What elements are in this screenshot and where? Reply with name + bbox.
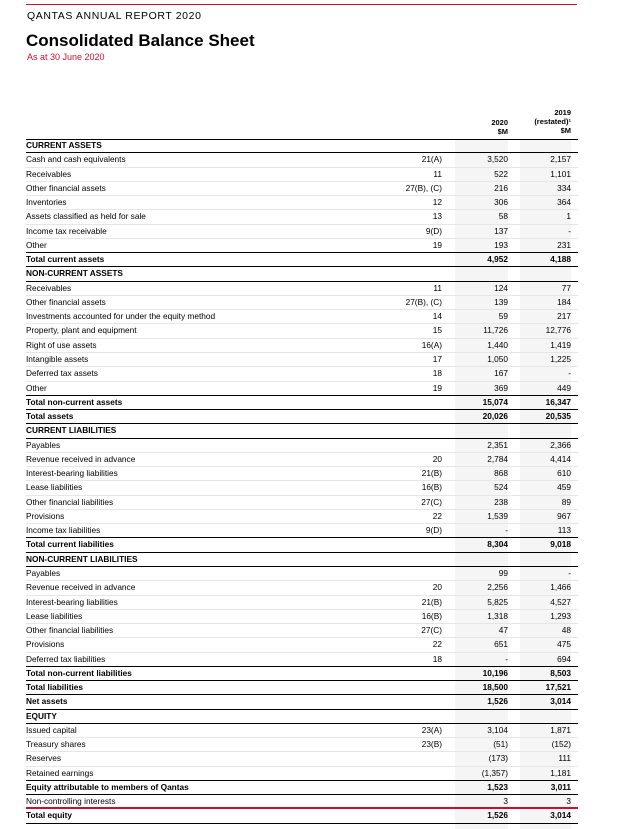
row-note: 19 xyxy=(432,239,442,250)
row-value-2019: 4,527 xyxy=(550,596,571,607)
row-note: 11 xyxy=(433,282,442,293)
row-label: Other financial liabilities xyxy=(26,625,114,636)
table-row xyxy=(26,467,578,481)
row-value-2020: 124 xyxy=(494,282,508,293)
row-note: 11 xyxy=(433,168,442,179)
table-row xyxy=(26,353,578,367)
table-row xyxy=(26,239,578,253)
row-value-2020: 10,196 xyxy=(482,667,508,678)
row-value-2019: 3 xyxy=(566,796,571,807)
row-label: Intangible assets xyxy=(26,353,89,364)
section-heading-row xyxy=(26,139,578,153)
row-value-2020: 99 xyxy=(498,567,508,578)
column-header-2020 xyxy=(455,118,508,136)
row-note: 27(C) xyxy=(421,496,442,507)
row-value-2020: 1,539 xyxy=(487,510,508,521)
total-row xyxy=(26,695,578,709)
row-value-2019: 3,014 xyxy=(550,696,571,707)
row-value-2019: - xyxy=(568,368,571,379)
row-label: Other financial assets xyxy=(26,296,106,307)
row-label: Property, plant and equipment xyxy=(26,325,137,336)
total-row xyxy=(26,538,578,552)
page-title: Consolidated Balance Sheet xyxy=(26,31,255,50)
row-value-2019: 694 xyxy=(557,653,571,664)
row-value-2020: 524 xyxy=(494,482,508,493)
column-header-2020-year: 2020 xyxy=(491,118,508,127)
row-value-2019: 8,503 xyxy=(550,667,571,678)
row-value-2019: 1,181 xyxy=(550,767,571,778)
row-value-2019: 1,293 xyxy=(550,610,571,621)
row-value-2020: 238 xyxy=(494,496,508,507)
row-note: 12 xyxy=(432,197,442,208)
row-note: 21(B) xyxy=(421,468,442,479)
row-value-2020: - xyxy=(505,525,508,536)
row-label: Issued capital xyxy=(26,724,77,735)
row-note: 22 xyxy=(432,510,442,521)
report-header: QANTAS ANNUAL REPORT 2020 xyxy=(27,10,202,22)
row-value-2019: 1,466 xyxy=(550,582,571,593)
table-row xyxy=(26,638,578,652)
row-value-2019: 89 xyxy=(561,496,571,507)
row-value-2019: 2,157 xyxy=(550,154,571,165)
row-value-2020: 1,526 xyxy=(487,810,508,821)
row-note: 14 xyxy=(432,311,442,322)
row-value-2020: 1,523 xyxy=(487,781,508,792)
row-label: Revenue received in advance xyxy=(26,582,136,593)
row-label: Reserves xyxy=(26,753,62,764)
row-value-2019: 1,101 xyxy=(550,168,571,179)
row-label: NON-CURRENT LIABILITIES xyxy=(26,553,138,564)
row-note: 21(A) xyxy=(421,154,442,165)
row-value-2020: 2,256 xyxy=(487,582,508,593)
row-label: Lease liabilities xyxy=(26,610,83,621)
row-label: Total non-current liabilities xyxy=(26,667,132,678)
row-value-2019: 1,225 xyxy=(550,353,571,364)
row-label: Assets classified as held for sale xyxy=(26,211,146,222)
row-value-2020: 3,104 xyxy=(487,724,508,735)
total-row xyxy=(26,410,578,424)
row-value-2020: 2,784 xyxy=(487,453,508,464)
row-value-2020: 522 xyxy=(494,168,508,179)
row-value-2020: (173) xyxy=(488,753,508,764)
row-value-2020: 1,440 xyxy=(487,339,508,350)
row-value-2020: 4,952 xyxy=(487,254,508,265)
row-label: Total liabilities xyxy=(26,682,84,693)
row-value-2020: 3 xyxy=(503,796,508,807)
row-value-2020: 1,526 xyxy=(487,696,508,707)
row-note: 16(A) xyxy=(421,339,442,350)
table-row xyxy=(26,596,578,610)
row-value-2019: 4,414 xyxy=(550,453,571,464)
row-value-2019: 77 xyxy=(561,282,571,293)
row-value-2020: 18,500 xyxy=(482,682,508,693)
table-row xyxy=(26,382,578,396)
row-label: Investments accounted for under the equity method xyxy=(26,311,216,322)
table-row xyxy=(26,524,578,538)
row-note: 16(B) xyxy=(421,482,442,493)
row-label: Revenue received in advance xyxy=(26,453,136,464)
table-row xyxy=(26,324,578,338)
table-row xyxy=(26,310,578,324)
row-label: Total equity xyxy=(26,810,72,821)
row-label: Deferred tax liabilities xyxy=(26,653,106,664)
row-value-2019: 111 xyxy=(558,753,571,764)
section-heading-row xyxy=(26,424,578,438)
row-value-2020: 306 xyxy=(494,197,508,208)
row-value-2020: 193 xyxy=(494,239,508,250)
row-label: Total current liabilities xyxy=(26,539,114,550)
table-row xyxy=(26,795,578,809)
row-label: Total current assets xyxy=(26,254,105,265)
row-value-2019: 113 xyxy=(557,525,571,536)
row-note: 20 xyxy=(432,582,442,593)
column-header-2019 xyxy=(520,108,571,135)
row-label: CURRENT LIABILITIES xyxy=(26,425,117,436)
row-label: CURRENT ASSETS xyxy=(26,140,102,150)
row-value-2020: (51) xyxy=(493,739,508,750)
row-value-2020: 5,825 xyxy=(487,596,508,607)
row-label: Net assets xyxy=(26,696,68,707)
row-value-2019: 231 xyxy=(557,239,571,250)
table-row xyxy=(26,481,578,495)
row-value-2019: 967 xyxy=(557,510,571,521)
table-row xyxy=(26,510,578,524)
table-row xyxy=(26,496,578,510)
row-value-2020: 137 xyxy=(494,225,508,236)
row-note: 27(B), (C) xyxy=(405,182,442,193)
row-value-2020: 216 xyxy=(494,182,508,193)
total-row xyxy=(26,681,578,695)
table-row xyxy=(26,210,578,224)
row-value-2020: 8,304 xyxy=(487,539,508,550)
row-label: Other xyxy=(26,239,47,250)
row-value-2019: 449 xyxy=(557,382,571,393)
row-note: 23(B) xyxy=(421,739,442,750)
row-label: Non-controlling interests xyxy=(26,796,116,807)
row-label: NON-CURRENT ASSETS xyxy=(26,268,123,279)
row-note: 27(C) xyxy=(421,625,442,636)
row-note: 17 xyxy=(432,353,442,364)
row-value-2020: 58 xyxy=(498,211,508,222)
row-label: Lease liabilities xyxy=(26,482,83,493)
row-value-2020: 167 xyxy=(494,368,508,379)
row-value-2019: 17,521 xyxy=(545,682,571,693)
row-value-2020: 59 xyxy=(498,311,508,322)
row-value-2019: 364 xyxy=(557,197,571,208)
row-label: Receivables xyxy=(26,282,72,293)
table-row xyxy=(26,581,578,595)
row-note: 13 xyxy=(432,211,442,222)
row-value-2020: 3,520 xyxy=(487,154,508,165)
row-note: 9(D) xyxy=(425,525,442,536)
column-header-2019-restated: (restated)¹ xyxy=(534,117,571,126)
total-row xyxy=(26,809,578,823)
table-row xyxy=(26,296,578,310)
row-value-2020: 1,318 xyxy=(487,610,508,621)
row-value-2019: - xyxy=(568,225,571,236)
table-row xyxy=(26,225,578,239)
row-label: Interest-bearing liabilities xyxy=(26,596,118,607)
row-label: Inventories xyxy=(26,197,67,208)
row-note: 22 xyxy=(432,639,442,650)
table-row xyxy=(26,282,578,296)
table-row xyxy=(26,724,578,738)
total-row xyxy=(26,781,578,795)
row-label: Income tax receivable xyxy=(26,225,107,236)
row-label: Payables xyxy=(26,567,61,578)
table-row xyxy=(26,453,578,467)
table-row xyxy=(26,752,578,766)
row-value-2019: 610 xyxy=(557,468,571,479)
row-value-2019: 1 xyxy=(566,211,571,222)
row-note: 27(B), (C) xyxy=(405,296,442,307)
row-label: Provisions xyxy=(26,510,65,521)
row-value-2020: 868 xyxy=(494,468,508,479)
total-row xyxy=(26,667,578,681)
row-note: 15 xyxy=(432,325,442,336)
table-row xyxy=(26,624,578,638)
row-note: 19 xyxy=(432,382,442,393)
column-header-2019-year: 2019 xyxy=(554,108,571,117)
header-rule xyxy=(26,4,577,5)
row-label: Treasury shares xyxy=(26,739,86,750)
row-label: Retained earnings xyxy=(26,767,94,778)
table-row xyxy=(26,339,578,353)
table-row xyxy=(26,196,578,210)
row-note: 16(B) xyxy=(421,610,442,621)
row-label: Provisions xyxy=(26,639,65,650)
table-row xyxy=(26,610,578,624)
row-value-2020: (1,357) xyxy=(481,767,508,778)
row-value-2019: 20,535 xyxy=(545,411,571,422)
section-heading-row xyxy=(26,710,578,724)
row-value-2019: 459 xyxy=(557,482,571,493)
row-value-2020: 11,726 xyxy=(483,325,508,336)
row-value-2020: 20,026 xyxy=(482,411,508,422)
total-row xyxy=(26,396,578,410)
row-value-2020: 369 xyxy=(494,382,508,393)
table-row xyxy=(26,367,578,381)
row-value-2020: 2,351 xyxy=(487,439,508,450)
row-note: 18 xyxy=(432,653,442,664)
row-label: Equity attributable to members of Qantas xyxy=(26,781,189,792)
column-header-2020-unit: $M xyxy=(497,127,508,136)
row-value-2019: 334 xyxy=(557,182,571,193)
page-subtitle: As at 30 June 2020 xyxy=(27,52,105,62)
row-value-2019: 12,776 xyxy=(545,325,571,336)
table-row xyxy=(26,439,578,453)
row-label: Deferred tax assets xyxy=(26,368,98,379)
row-value-2019: 4,188 xyxy=(550,254,571,265)
row-note: 9(D) xyxy=(425,225,442,236)
row-note: 23(A) xyxy=(421,724,442,735)
row-value-2019: 48 xyxy=(561,625,571,636)
row-label: Right of use assets xyxy=(26,339,97,350)
row-note: 21(B) xyxy=(421,596,442,607)
row-value-2019: 16,347 xyxy=(545,396,571,407)
row-value-2019: - xyxy=(568,567,571,578)
row-label: Total non-current assets xyxy=(26,396,123,407)
row-value-2019: 3,014 xyxy=(550,810,571,821)
row-label: Other financial assets xyxy=(26,182,106,193)
row-value-2020: 139 xyxy=(494,296,508,307)
table-row xyxy=(26,153,578,167)
row-label: Cash and cash equivalents xyxy=(26,154,126,165)
row-label: Receivables xyxy=(26,168,72,179)
total-row xyxy=(26,253,578,267)
section-heading-row xyxy=(26,267,578,281)
row-label: Other financial liabilities xyxy=(26,496,114,507)
row-label: Other xyxy=(26,382,47,393)
row-value-2020: 1,050 xyxy=(487,353,508,364)
row-label: Interest-bearing liabilities xyxy=(26,468,118,479)
row-value-2020: 15,074 xyxy=(482,396,508,407)
balance-sheet-table xyxy=(26,139,578,824)
table-row xyxy=(26,168,578,182)
row-value-2020: 47 xyxy=(498,625,508,636)
row-value-2019: 3,011 xyxy=(550,781,571,792)
table-row xyxy=(26,182,578,196)
table-row xyxy=(26,767,578,781)
row-note: 20 xyxy=(432,453,442,464)
row-value-2020: 651 xyxy=(494,639,508,650)
row-value-2019: 2,366 xyxy=(550,439,571,450)
row-value-2020: - xyxy=(505,653,508,664)
table-row xyxy=(26,738,578,752)
row-note: 18 xyxy=(432,368,442,379)
row-value-2019: 475 xyxy=(557,639,571,650)
row-value-2019: 1,419 xyxy=(550,339,571,350)
row-label: EQUITY xyxy=(26,710,57,721)
row-label: Payables xyxy=(26,439,61,450)
row-value-2019: 217 xyxy=(557,311,571,322)
row-value-2019: (152) xyxy=(551,739,571,750)
row-value-2019: 184 xyxy=(557,296,571,307)
row-label: Income tax liabilities xyxy=(26,525,101,536)
table-row xyxy=(26,567,578,581)
row-value-2019: 1,871 xyxy=(550,724,571,735)
column-header-2019-unit: $M xyxy=(560,126,571,135)
row-value-2019: 9,018 xyxy=(550,539,571,550)
row-label: Total assets xyxy=(26,411,74,422)
table-row xyxy=(26,653,578,667)
section-heading-row xyxy=(26,553,578,567)
